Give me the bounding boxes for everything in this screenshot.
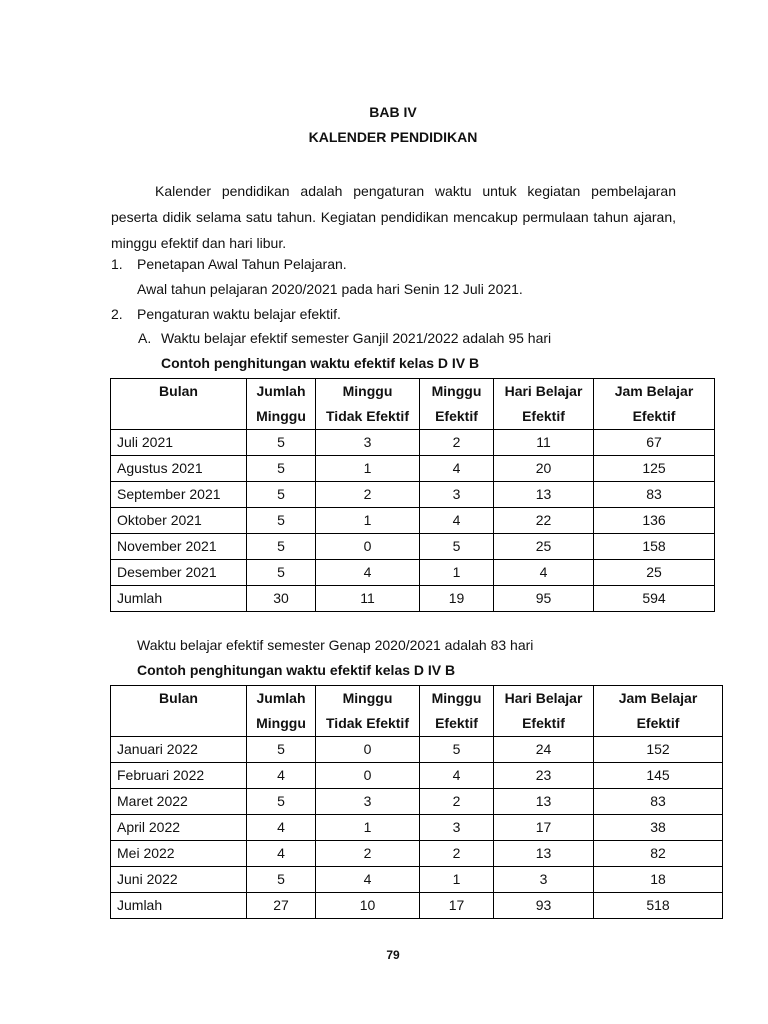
value-cell: 82	[594, 841, 723, 867]
month-cell: Jumlah	[111, 586, 247, 612]
value-cell: 83	[594, 789, 723, 815]
value-cell: 17	[420, 893, 494, 919]
value-cell: 158	[594, 534, 715, 560]
value-cell: 83	[594, 482, 715, 508]
value-cell: 0	[316, 737, 420, 763]
value-cell: 5	[420, 737, 494, 763]
value-cell: 30	[247, 586, 316, 612]
value-cell: 95	[494, 586, 594, 612]
column-header	[247, 686, 316, 737]
item2-title: Pengaturan waktu belajar efektif.	[137, 306, 341, 322]
column-header-line1: Hari Belajar	[504, 690, 583, 706]
value-cell: 24	[494, 737, 594, 763]
month-cell: Februari 2022	[111, 763, 247, 789]
value-cell: 152	[594, 737, 723, 763]
column-header-line2: Efektif	[522, 408, 565, 424]
value-cell: 0	[316, 763, 420, 789]
table-semester-ganjil	[110, 378, 715, 612]
column-header-line2: Efektif	[522, 715, 565, 731]
table-row	[111, 430, 715, 456]
column-header-line2: Efektif	[636, 715, 680, 731]
column-header	[420, 379, 494, 430]
month-cell: April 2022	[111, 815, 247, 841]
value-cell: 5	[247, 789, 316, 815]
subitem-a-letter: A.	[138, 330, 152, 346]
value-cell: 5	[420, 534, 494, 560]
month-cell: Jumlah	[111, 893, 247, 919]
value-cell: 5	[247, 456, 316, 482]
table-row	[111, 763, 723, 789]
value-cell: 25	[594, 560, 715, 586]
value-cell: 22	[494, 508, 594, 534]
column-header	[111, 379, 247, 430]
table-row	[111, 867, 723, 893]
value-cell: 38	[594, 815, 723, 841]
month-cell: November 2021	[111, 534, 247, 560]
month-cell: Januari 2022	[111, 737, 247, 763]
column-header-line1: Jumlah	[256, 383, 306, 399]
value-cell: 518	[594, 893, 723, 919]
value-cell: 4	[247, 841, 316, 867]
value-cell: 93	[494, 893, 594, 919]
table-row	[111, 508, 715, 534]
column-header-line1: Minggu	[342, 383, 393, 399]
column-header-line1: Jam Belajar	[618, 690, 698, 706]
month-cell: Juni 2022	[111, 867, 247, 893]
value-cell: 4	[247, 763, 316, 789]
month-cell: September 2021	[111, 482, 247, 508]
column-header	[316, 686, 420, 737]
table-row	[111, 815, 723, 841]
chapter-title: KALENDER PENDIDIKAN	[308, 129, 478, 145]
column-header	[420, 686, 494, 737]
column-header	[594, 686, 723, 737]
value-cell: 13	[494, 841, 594, 867]
month-cell: Maret 2022	[111, 789, 247, 815]
value-cell: 125	[594, 456, 715, 482]
value-cell: 1	[316, 508, 420, 534]
item1-number: 1.	[111, 256, 123, 272]
month-cell: Juli 2021	[111, 430, 247, 456]
value-cell: 27	[247, 893, 316, 919]
value-cell: 67	[594, 430, 715, 456]
table-header-row	[111, 686, 723, 737]
table-row	[111, 737, 723, 763]
table-semester-genap	[110, 685, 723, 919]
column-header-line1: Bulan	[159, 690, 198, 706]
value-cell: 4	[247, 815, 316, 841]
value-cell: 1	[316, 815, 420, 841]
value-cell: 5	[247, 482, 316, 508]
value-cell: 5	[247, 430, 316, 456]
chapter-number: BAB IV	[369, 104, 417, 120]
column-header-line1: Hari Belajar	[504, 383, 583, 399]
value-cell: 4	[316, 560, 420, 586]
column-header	[111, 686, 247, 737]
value-cell: 3	[316, 430, 420, 456]
value-cell: 2	[420, 789, 494, 815]
value-cell: 5	[247, 534, 316, 560]
value-cell: 13	[494, 482, 594, 508]
total-row	[111, 586, 715, 612]
value-cell: 19	[420, 586, 494, 612]
table-row	[111, 789, 723, 815]
table-header-row	[111, 379, 715, 430]
value-cell: 1	[420, 560, 494, 586]
subitem-a-text: Waktu belajar efektif semester Ganjil 2021/2022 adalah 95 hari	[161, 330, 552, 346]
value-cell: 2	[316, 482, 420, 508]
column-header-line1: Jumlah	[256, 690, 306, 706]
item1-text: Awal tahun pelajaran 2020/2021 pada hari Senin 12 Juli 2021.	[137, 281, 523, 297]
total-row	[111, 893, 723, 919]
month-cell: Desember 2021	[111, 560, 247, 586]
column-header	[494, 379, 594, 430]
value-cell: 11	[494, 430, 594, 456]
column-header	[247, 379, 316, 430]
value-cell: 2	[420, 841, 494, 867]
value-cell: 594	[594, 586, 715, 612]
column-header-line1: Minggu	[431, 690, 482, 706]
value-cell: 23	[494, 763, 594, 789]
value-cell: 11	[316, 586, 420, 612]
item2-number: 2.	[111, 306, 123, 322]
value-cell: 2	[316, 841, 420, 867]
value-cell: 4	[420, 508, 494, 534]
table1-caption: Contoh penghitungan waktu efektif kelas D IV B	[161, 355, 480, 371]
page-number: 79	[386, 948, 400, 962]
value-cell: 4	[420, 456, 494, 482]
value-cell: 17	[494, 815, 594, 841]
genap-text: Waktu belajar efektif semester Genap 2020/2021 adalah 83 hari	[137, 637, 534, 653]
value-cell: 20	[494, 456, 594, 482]
month-cell: Agustus 2021	[111, 456, 247, 482]
column-header-line2: Tidak Efektif	[326, 408, 409, 424]
column-header	[316, 379, 420, 430]
column-header-line2: Tidak Efektif	[326, 715, 409, 731]
value-cell: 18	[594, 867, 723, 893]
column-header-line2: Minggu	[256, 715, 306, 731]
column-header-line1: Jam Belajar	[614, 383, 694, 399]
intro-paragraph: Kalender pendidikan adalah pengaturan waktu untuk kegiatan pembelajaran peserta didik selama satu tahun. Kegiatan pendidikan mencakup permulaan tahun ajaran, minggu efektif dan hari libur.	[111, 183, 676, 251]
value-cell: 10	[316, 893, 420, 919]
column-header-line1: Minggu	[342, 690, 393, 706]
table-row	[111, 482, 715, 508]
value-cell: 5	[247, 867, 316, 893]
value-cell: 3	[420, 482, 494, 508]
value-cell: 3	[316, 789, 420, 815]
column-header-line2: Efektif	[435, 715, 478, 731]
value-cell: 1	[316, 456, 420, 482]
value-cell: 4	[316, 867, 420, 893]
value-cell: 5	[247, 560, 316, 586]
value-cell: 145	[594, 763, 723, 789]
value-cell: 136	[594, 508, 715, 534]
column-header-line2: Efektif	[632, 408, 676, 424]
item1-title: Penetapan Awal Tahun Pelajaran.	[137, 256, 347, 272]
column-header-line2: Minggu	[256, 408, 306, 424]
table-row	[111, 534, 715, 560]
value-cell: 13	[494, 789, 594, 815]
value-cell: 3	[494, 867, 594, 893]
column-header-line1: Bulan	[159, 383, 198, 399]
value-cell: 25	[494, 534, 594, 560]
column-header	[494, 686, 594, 737]
value-cell: 1	[420, 867, 494, 893]
value-cell: 5	[247, 508, 316, 534]
column-header	[594, 379, 715, 430]
value-cell: 0	[316, 534, 420, 560]
value-cell: 4	[420, 763, 494, 789]
value-cell: 3	[420, 815, 494, 841]
column-header-line1: Minggu	[431, 383, 482, 399]
month-cell: Mei 2022	[111, 841, 247, 867]
table-row	[111, 841, 723, 867]
table-row	[111, 456, 715, 482]
month-cell: Oktober 2021	[111, 508, 247, 534]
table-row	[111, 560, 715, 586]
value-cell: 5	[247, 737, 316, 763]
value-cell: 2	[420, 430, 494, 456]
table2-caption: Contoh penghitungan waktu efektif kelas D IV B	[137, 662, 456, 678]
column-header-line2: Efektif	[435, 408, 478, 424]
value-cell: 4	[494, 560, 594, 586]
